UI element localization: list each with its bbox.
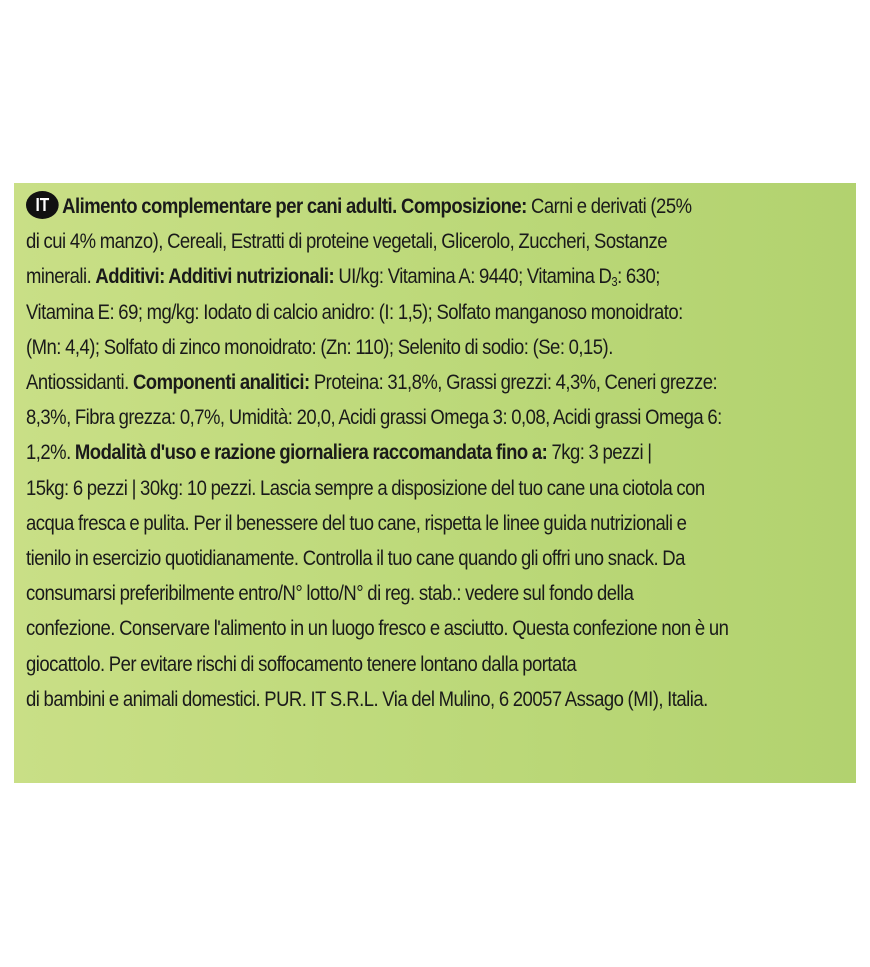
label-text-line xyxy=(26,400,841,435)
label-text-line xyxy=(26,576,841,611)
label-text-line xyxy=(26,365,841,400)
label-text-line xyxy=(26,435,841,470)
label-body-text: : 630; xyxy=(617,264,660,289)
label-text-line xyxy=(26,647,841,682)
product-label-panel xyxy=(14,183,856,783)
label-text-line xyxy=(26,541,841,576)
label-text-block xyxy=(26,189,841,717)
label-body-text: consumarsi preferibilmente entro/N° lotto/N° di reg. stab.: vedere sul fondo della xyxy=(26,581,634,606)
label-body-text: giocattolo. Per evitare rischi di soffocamento tenere lontano dalla portata xyxy=(26,651,577,676)
label-body-text: Vitamina E: 69; mg/kg: Iodato di calcio anidro: (I: 1,5); Solfato manganoso monoidrato: xyxy=(26,299,683,324)
label-body-text: acqua fresca e pulita. Per il benessere del tuo cane, rispetta le linee guida nutrizionali e xyxy=(26,510,687,535)
label-heading-text: Modalità d'uso e razione giornaliera raccomandata fino a: xyxy=(74,440,548,465)
label-heading-text: Alimento complementare per cani adulti. Composizione: xyxy=(62,194,527,218)
label-body-text: di cui 4% manzo), Cereali, Estratti di proteine vegetali, Glicerolo, Zuccheri, Sostanze xyxy=(26,229,667,254)
label-text-line xyxy=(26,189,841,224)
label-body-text: (Mn: 4,4); Solfato di zinco monoidrato: (Zn: 110); Selenito di sodio: (Se: 0,15). xyxy=(26,334,613,359)
language-badge-icon: IT xyxy=(26,191,59,219)
label-body-text: Proteina: 31,8%, Grassi grezzi: 4,3%, Ceneri grezze: xyxy=(309,370,718,395)
label-text-line xyxy=(26,506,841,541)
label-body-text: 8,3%, Fibra grezza: 0,7%, Umidità: 20,0, Acidi grassi Omega 3: 0,08, Acidi grassi Omega 6: xyxy=(26,405,722,430)
label-text-line xyxy=(26,471,841,506)
label-body-text: Antiossidanti. xyxy=(26,370,133,395)
label-text-line xyxy=(26,259,841,294)
label-heading-text: Componenti analitici: xyxy=(132,370,310,395)
label-body-text: 7kg: 3 pezzi | xyxy=(547,440,652,465)
label-body-text: UI/kg: Vitamina A: 9440; Vitamina D xyxy=(334,264,612,289)
label-text-line xyxy=(26,330,841,365)
label-text-line xyxy=(26,611,841,646)
label-heading-text: Additivi: Additivi nutrizionali: xyxy=(95,264,335,289)
label-body-text: minerali. xyxy=(26,264,96,289)
label-text-line xyxy=(26,682,841,717)
label-body-text: 15kg: 6 pezzi | 30kg: 10 pezzi. Lascia sempre a disposizione del tuo cane una ciotola con xyxy=(26,475,705,500)
label-body-text: 3 xyxy=(611,274,618,290)
label-body-text: 1,2%. xyxy=(26,440,75,465)
label-text-line xyxy=(26,295,841,330)
label-body-text: Carni e derivati (25% xyxy=(526,194,692,218)
label-body-text: confezione. Conservare l'alimento in un luogo fresco e asciutto. Questa confezione non è un xyxy=(26,616,729,641)
label-body-text: tienilo in esercizio quotidianamente. Controlla il tuo cane quando gli offri uno snack. Da xyxy=(26,546,685,571)
label-body-text: di bambini e animali domestici. PUR. IT S.R.L. Via del Mulino, 6 20057 Assago (MI), Italia. xyxy=(26,686,708,711)
label-text-line xyxy=(26,224,841,259)
